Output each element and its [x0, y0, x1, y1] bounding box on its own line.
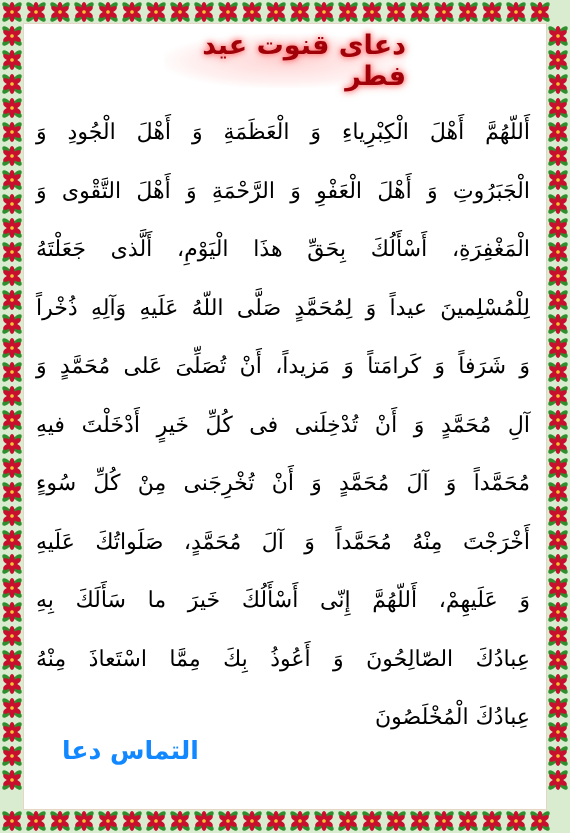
footer-note: التماس دعا: [62, 736, 199, 765]
poinsettia-icon: [505, 1, 528, 24]
poinsettia-icon: [49, 810, 72, 833]
poinsettia-icon: [1, 289, 24, 312]
poinsettia-icon: [547, 529, 570, 552]
poinsettia-icon: [265, 1, 288, 24]
poinsettia-icon: [1, 217, 24, 240]
poinsettia-icon: [1, 577, 24, 600]
poinsettia-icon: [457, 1, 480, 24]
poinsettia-icon: [547, 745, 570, 768]
poinsettia-icon: [547, 313, 570, 336]
poinsettia-icon: [193, 810, 216, 833]
poinsettia-icon: [1, 457, 24, 480]
prayer-line: وَ عَلَيهِمْ، أَللّهُمَّ إِنّى أَسْأَلُكَ خَيرَ ما سَأَلَكَ بِهِ: [36, 588, 530, 613]
poinsettia-icon: [547, 361, 570, 384]
poinsettia-icon: [1, 97, 24, 120]
poinsettia-icon: [547, 409, 570, 432]
poinsettia-icon: [385, 810, 408, 833]
poinsettia-icon: [241, 810, 264, 833]
poinsettia-icon: [457, 810, 480, 833]
poinsettia-icon: [547, 577, 570, 600]
poinsettia-icon: [337, 1, 360, 24]
poinsettia-icon: [547, 73, 570, 96]
poinsettia-icon: [547, 649, 570, 672]
poinsettia-icon: [361, 1, 384, 24]
prayer-line: أَللّهُمَّ أَهْلَ الْكِبْرِياءِ وَ الْعَظَمَةِ وَ أَهْلَ الْجُودِ وَ: [36, 120, 530, 145]
poinsettia-icon: [217, 810, 240, 833]
poinsettia-icon: [505, 810, 528, 833]
poinsettia-icon: [409, 1, 432, 24]
poinsettia-icon: [1, 169, 24, 192]
poinsettia-icon: [1, 193, 24, 216]
poinsettia-icon: [1, 121, 24, 144]
poinsettia-icon: [1, 409, 24, 432]
poinsettia-icon: [73, 1, 96, 24]
poinsettia-icon: [547, 457, 570, 480]
prayer-line: وَ شَرَفاً وَ كَرامَتاً وَ مَزيداً، أَنْ تُصَلِّىَ عَلى مُحَمَّدٍ وَ: [36, 354, 530, 379]
poinsettia-icon: [433, 810, 456, 833]
prayer-line: الْمَغْفِرَةِ، أَسْأَلُكَ بِحَقِّ هذَا الْيَوْمِ، أَلَّذى جَعَلْتَهُ: [36, 237, 530, 262]
poinsettia-icon: [1, 313, 24, 336]
poinsettia-icon: [1, 553, 24, 576]
poinsettia-icon: [313, 810, 336, 833]
poinsettia-icon: [1, 810, 24, 833]
poinsettia-icon: [241, 1, 264, 24]
poinsettia-icon: [547, 601, 570, 624]
poinsettia-icon: [547, 721, 570, 744]
poinsettia-icon: [73, 810, 96, 833]
poinsettia-icon: [1, 721, 24, 744]
poinsettia-icon: [49, 1, 72, 24]
poinsettia-icon: [481, 810, 504, 833]
poinsettia-icon: [547, 217, 570, 240]
poinsettia-icon: [481, 1, 504, 24]
poinsettia-icon: [25, 1, 48, 24]
poinsettia-icon: [433, 1, 456, 24]
poinsettia-icon: [1, 481, 24, 504]
poinsettia-icon: [1, 673, 24, 696]
poinsettia-icon: [1, 625, 24, 648]
poinsettia-icon: [547, 241, 570, 264]
page-title: دعای قنوت عید فطر: [164, 34, 406, 88]
poinsettia-icon: [547, 553, 570, 576]
poinsettia-icon: [547, 433, 570, 456]
poinsettia-icon: [547, 505, 570, 528]
poinsettia-icon: [547, 769, 570, 792]
prayer-line: آلِ مُحَمَّدٍ وَ أَنْ تُدْخِلَنى فى كُلِّ خَيرٍ أَدْخَلْتَ فيهِ: [36, 412, 530, 438]
poinsettia-icon: [145, 810, 168, 833]
poinsettia-icon: [547, 385, 570, 408]
poinsettia-icon: [1, 745, 24, 768]
poinsettia-icon: [1, 385, 24, 408]
poinsettia-icon: [313, 1, 336, 24]
poinsettia-icon: [1, 601, 24, 624]
poinsettia-icon: [547, 265, 570, 288]
poinsettia-icon: [121, 1, 144, 24]
prayer-line: الْجَبَرُوتِ وَ أَهْلَ الْعَفْوِ وَ الرَّحْمَةِ وَ أَهْلَ التَّقْوى وَ: [36, 178, 530, 204]
poinsettia-icon: [193, 1, 216, 24]
poinsettia-icon: [547, 169, 570, 192]
poinsettia-icon: [145, 1, 168, 24]
poinsettia-icon: [1, 649, 24, 672]
prayer-text: [36, 104, 530, 748]
poinsettia-icon: [1, 361, 24, 384]
poinsettia-icon: [25, 810, 48, 833]
poinsettia-icon: [1, 769, 24, 792]
prayer-line: لِلْمُسْلِمينَ عيداً وَ لِمُحَمَّدٍ صَلَّى اللّهُ عَلَيهِ وَآلِهِ ذُخْراً: [36, 295, 530, 321]
poinsettia-icon: [1, 697, 24, 720]
prayer-line: عِبادُكَ الْمُخْلَصُونَ: [374, 705, 530, 730]
poinsettia-icon: [547, 337, 570, 360]
poinsettia-icon: [289, 810, 312, 833]
prayer-line: أَخْرَجْتَ مِنْهُ مُحَمَّداً وَ آلَ مُحَمَّدٍ، صَلَواتُكَ عَلَيهِ: [36, 529, 530, 555]
poinsettia-icon: [1, 25, 24, 48]
poinsettia-icon: [1, 145, 24, 168]
poinsettia-icon: [547, 145, 570, 168]
poinsettia-icon: [1, 73, 24, 96]
poinsettia-icon: [289, 1, 312, 24]
poinsettia-icon: [409, 810, 432, 833]
poinsettia-icon: [547, 97, 570, 120]
poinsettia-icon: [1, 49, 24, 72]
poinsettia-icon: [547, 193, 570, 216]
poinsettia-icon: [529, 810, 552, 833]
poinsettia-icon: [169, 1, 192, 24]
poinsettia-icon: [361, 810, 384, 833]
poinsettia-icon: [97, 1, 120, 24]
poinsettia-icon: [1, 505, 24, 528]
poinsettia-icon: [547, 697, 570, 720]
poinsettia-icon: [547, 673, 570, 696]
poinsettia-icon: [547, 25, 570, 48]
poinsettia-icon: [1, 337, 24, 360]
poinsettia-icon: [547, 49, 570, 72]
poinsettia-icon: [265, 810, 288, 833]
content-panel: [24, 24, 546, 809]
poinsettia-icon: [547, 625, 570, 648]
poinsettia-icon: [1, 1, 24, 24]
poinsettia-icon: [217, 1, 240, 24]
poinsettia-icon: [1, 433, 24, 456]
prayer-line: مُحَمَّداً وَ آلَ مُحَمَّدٍ وَ أَنْ تُخْرِجَنى مِنْ كُلِّ سُوءٍ: [36, 471, 530, 496]
poinsettia-icon: [97, 810, 120, 833]
poinsettia-icon: [547, 289, 570, 312]
poinsettia-icon: [1, 265, 24, 288]
poinsettia-icon: [547, 121, 570, 144]
poinsettia-icon: [337, 810, 360, 833]
poinsettia-icon: [1, 529, 24, 552]
poinsettia-icon: [529, 1, 552, 24]
poinsettia-icon: [121, 810, 144, 833]
poinsettia-icon: [385, 1, 408, 24]
poinsettia-icon: [169, 810, 192, 833]
poinsettia-icon: [547, 481, 570, 504]
prayer-line: عِبادُكَ الصّالِحُونَ وَ أَعُوذُ بِكَ مِمَّا اسْتَعاذَ مِنْهُ: [36, 646, 530, 672]
poinsettia-icon: [1, 241, 24, 264]
